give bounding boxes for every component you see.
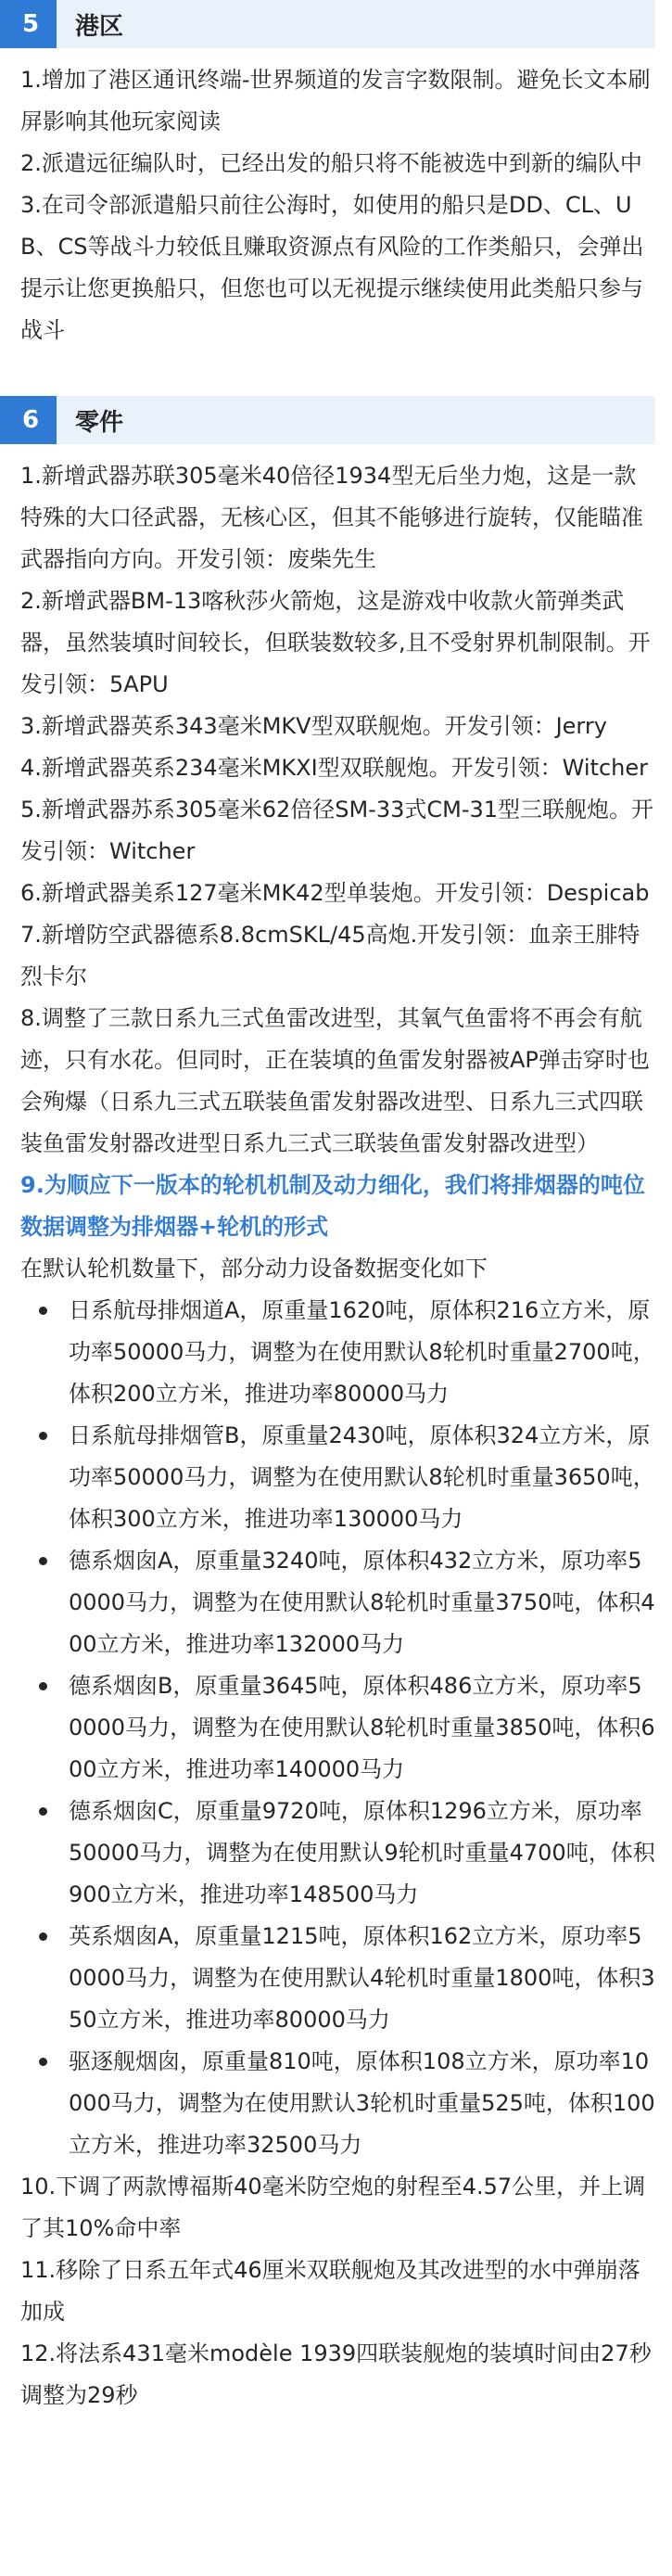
parts-item: 4.新增武器英系234毫米MKXI型双联舰炮。开发引领：Witcher (20, 755, 648, 781)
harbor-item: 1.增加了港区通讯终端-世界频道的发言字数限制。避免长文本刷屏影响其他玩家阅读 (20, 67, 651, 134)
section-title: 港区 (75, 12, 124, 41)
section-number-badge: 6 (5, 396, 57, 444)
list-item: 德系烟囱C，原重量9720吨，原体积1296立方米，原功率50000马力，调整为在使用默认9轮机时重量4700吨，体积900立方米，推进功率148500马力 (54, 1791, 655, 1916)
parts-item: 10.下调了两款博福斯40毫米防空炮的射程至4.57公里，并上调了其10%命中率 (20, 2174, 646, 2241)
harbor-item: 2.派遣远征编队时，已经出发的船只将不能被选中到新的编队中 (20, 150, 642, 176)
parts-item: 1.新增武器苏联305毫米40倍径1934型无后坐力炮，这是一款特殊的大口径武器，无核心区，但其不能够进行旋转，仅能瞄准武器指向方向。开发引领：废柴先生 (20, 463, 643, 572)
intro-text: 在默认轮机数量下，部分动力设备数据变化如下 (20, 1256, 488, 1282)
harbor-item: 3.在司令部派遣船只前往公海时，如使用的船只是DD、CL、UB、CS等战斗力较低且赚取资源点有风险的工作类船只，会弹出提示让您更换船只，但您也可以无视提示继续使用此类船只参与战斗 (20, 192, 644, 343)
list-item: 日系航母排烟管B，原重量2430吨，原体积324立方米，原功率50000马力，调整为在使用默认8轮机时重量3650吨，体积300立方米，推进功率130000马力 (54, 1415, 655, 1540)
parts-item: 2.新增武器BM-13喀秋莎火箭炮，这是游戏中收款火箭弹类武器，虽然装填时间较长，但联装数较多,且不受射界机制限制。开发引领：5APU (20, 588, 651, 697)
section-body-harbor (20, 59, 655, 351)
parts-item: 8.调整了三款日系九三式鱼雷改进型，其氧气鱼雷将不再会有航迹，只有水花。但同时，正在装填的鱼雷发射器被AP弹击穿时也会殉爆（日系九三式五联装鱼雷发射器改进型、日系九三式四联装鱼雷发射器改进型日系九三式三联装鱼雷发射器改进型） (20, 1005, 650, 1156)
parts-item: 7.新增防空武器德系8.8cmSKL/45高炮.开发引领：血亲王腓特烈卡尔 (20, 922, 640, 989)
parts-item: 11.移除了日系五年式46厘米双联舰炮及其改进型的水中弹崩落加成 (20, 2257, 640, 2325)
highlighted-item: 9.为顺应下一版本的轮机机制及动力细化，我们将排烟器的吨位数据调整为排烟器+轮机的形式 (20, 1172, 645, 1240)
section-number-badge: 5 (5, 0, 57, 48)
list-item: 德系烟囱B，原重量3645吨，原体积486立方米，原功率50000马力，调整为在使用默认8轮机时重量3850吨，体积600立方米，推进功率140000马力 (54, 1665, 655, 1791)
engine-changes-list (20, 1290, 655, 2166)
parts-item: 6.新增武器美系127毫米MK42型单装炮。开发引领：Despicab (20, 880, 650, 906)
section-header-harbor (0, 0, 655, 48)
list-item: 日系航母排烟道A，原重量1620吨，原体积216立方米，原功率50000马力，调整为在使用默认8轮机时重量2700吨，体积200立方米，推进功率80000马力 (54, 1290, 655, 1415)
section-title: 零件 (75, 408, 124, 437)
parts-item: 12.将法系431毫米modèle 1939四联装舰炮的装填时间由27秒调整为29秒 (20, 2340, 652, 2408)
parts-item: 5.新增武器苏系305毫米62倍径SM-33式CM-31型三联舰炮。开发引领：Witcher (20, 797, 654, 864)
list-item: 驱逐舰烟囱，原重量810吨，原体积108立方米，原功率10000马力，调整为在使用默认3轮机时重量525吨，体积100立方米，推进功率32500马力 (54, 2041, 655, 2166)
parts-item: 3.新增武器英系343毫米MKV型双联舰炮。开发引领：Jerry (20, 713, 607, 739)
list-item: 英系烟囱A，原重量1215吨，原体积162立方米，原功率50000马力，调整为在使用默认4轮机时重量1800吨，体积350立方米，推进功率80000马力 (54, 1916, 655, 2041)
list-item: 德系烟囱A，原重量3240吨，原体积432立方米，原功率50000马力，调整为在使用默认8轮机时重量3750吨，体积400立方米，推进功率132000马力 (54, 1540, 655, 1665)
section-header-parts (0, 396, 655, 444)
section-body-parts (20, 455, 655, 2417)
